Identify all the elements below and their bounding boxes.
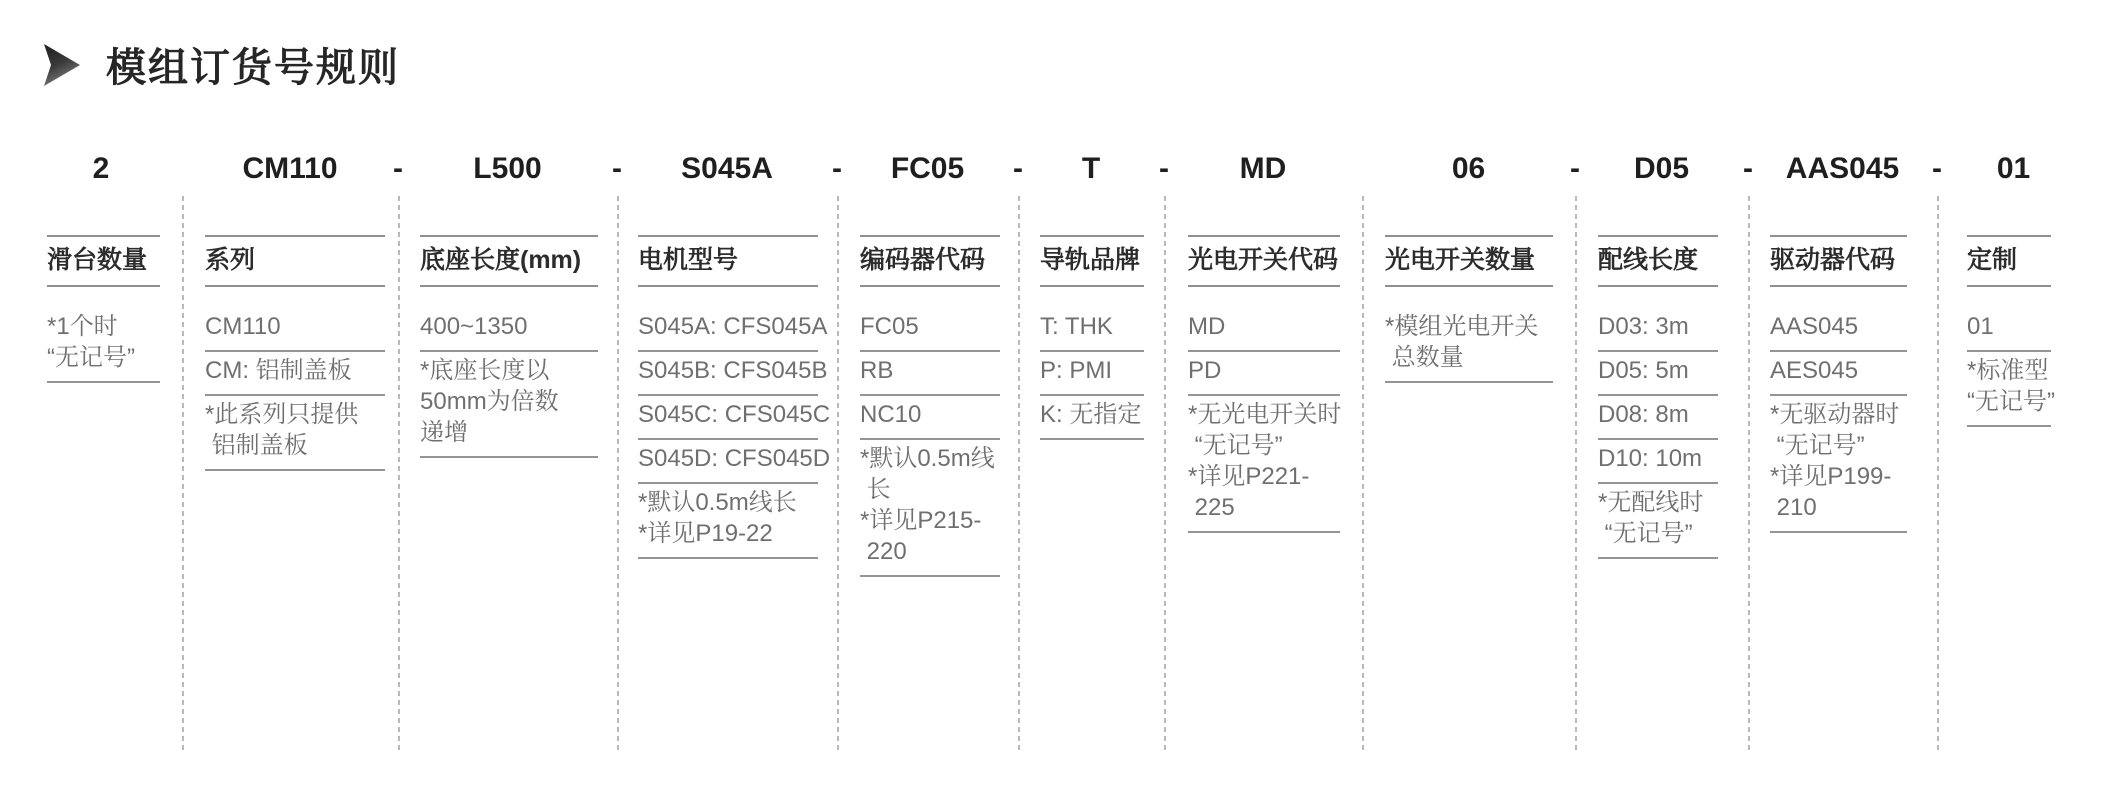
column-items [1188,308,1340,533]
column-item [638,308,828,352]
column-divider [182,196,184,752]
item-text-line: D08: 8m [1598,401,1689,428]
item-text-line: *此系列只提供 [205,401,359,428]
column-header: 定制 [1967,235,2051,287]
item-text-line: *无驱动器时 [1770,401,1900,428]
code-dash-separator: - [393,152,403,185]
code-column [1188,235,1340,533]
column-header: 电机型号 [638,235,818,287]
column-header: 底座长度(mm) [420,235,598,287]
column-divider [1748,196,1750,752]
item-text-line: 210 [1770,494,1817,521]
column-item [47,308,160,383]
column-item [1188,308,1340,352]
item-text-line: *标准型 [1967,357,2049,384]
item-text-line: 总数量 [1385,344,1464,371]
item-text-line: CM110 [205,313,281,340]
column-item [860,440,1000,577]
item-text-line: CM: 铝制盖板 [205,357,352,384]
item-text-line: 220 [860,538,907,565]
column-header: 滑台数量 [47,235,160,287]
column-item [1385,308,1553,383]
column-item [1967,352,2055,427]
code-column [420,235,598,458]
item-text-line: D05: 5m [1598,357,1689,384]
item-text-line: “无记号” [47,344,135,371]
column-item [205,396,385,471]
column-item [1967,308,2051,352]
item-text-line: S045D: CFS045D [638,445,831,472]
column-item [860,396,1000,440]
order-code-segment: T [1081,152,1101,185]
code-column [638,235,831,559]
order-code-segment: MD [1239,152,1287,185]
column-divider [837,196,839,752]
item-text-line: AAS045 [1770,313,1859,340]
item-text-line: T: THK [1040,313,1113,340]
column-items [1598,308,1718,559]
column-header: 光电开关代码 [1188,235,1340,287]
item-text-line: 递增 [420,419,468,446]
column-item [1040,308,1144,352]
code-column [1967,235,2055,427]
column-item [1598,396,1718,440]
order-code-segment: CM110 [242,152,338,185]
code-dash-separator: - [612,152,622,185]
column-header: 配线长度 [1598,235,1718,287]
column-item [860,308,1000,352]
item-text-line: *详见P215- [860,507,982,534]
column-divider [1362,196,1364,752]
item-text-line: S045C: CFS045C [638,401,831,428]
order-code-segment: L500 [473,152,542,185]
item-text-line: PD [1188,357,1222,384]
item-text-line: “无记号” [1967,388,2055,415]
order-code-segment: S045A [681,152,773,185]
code-dash-separator: - [832,152,842,185]
item-text-line: *详见P199- [1770,463,1892,490]
item-text-line: *模组光电开关 [1385,313,1539,340]
column-divider [617,196,619,752]
column-divider [1164,196,1166,752]
column-item [1770,396,1907,533]
column-item [1188,352,1340,396]
item-text-line: 400~1350 [420,313,528,340]
item-text-line: P: PMI [1040,357,1113,384]
order-code-segment: 2 [92,152,110,185]
item-text-line: NC10 [860,401,922,428]
item-text-line: *默认0.5m线 [860,445,995,472]
item-text-line: 长 [860,476,891,503]
column-item [1188,396,1340,533]
code-dash-separator: - [1743,152,1753,185]
order-code-segment: AAS045 [1785,152,1900,185]
order-code-segment: 01 [1996,152,2031,185]
column-items [860,308,1000,577]
order-code-segment: D05 [1633,152,1690,185]
column-item [1598,308,1718,352]
column-header: 驱动器代码 [1770,235,1907,287]
order-code-segment: 06 [1451,152,1486,185]
column-item [1598,440,1718,484]
item-text-line: 225 [1188,494,1235,521]
column-divider [398,196,400,752]
column-header: 光电开关数量 [1385,235,1553,287]
item-text-line: *无光电开关时 [1188,401,1342,428]
code-column [1770,235,1907,533]
item-text-line: 01 [1967,313,1994,340]
column-item [638,396,831,440]
code-column [860,235,1000,577]
column-item [638,484,818,559]
item-text-line: *详见P221- [1188,463,1310,490]
item-text-line: “无记号” [1770,432,1865,459]
column-item [205,352,385,396]
code-column [1040,235,1144,440]
column-header: 编码器代码 [860,235,1000,287]
column-items [1967,308,2055,427]
column-items [1385,308,1553,383]
item-text-line: AES045 [1770,357,1859,384]
code-column [47,235,160,383]
item-text-line: K: 无指定 [1040,401,1142,428]
column-header: 系列 [205,235,385,287]
item-text-line: RB [860,357,894,384]
column-item [638,440,831,484]
column-items [1770,308,1907,533]
item-text-line: FC05 [860,313,919,340]
column-divider [1018,196,1020,752]
column-item [1598,484,1718,559]
item-text-line: *底座长度以 [420,357,550,384]
column-item [1770,352,1907,396]
column-item [1040,396,1144,440]
page-title: 模组订货号规则 [106,46,400,90]
item-text-line: MD [1188,313,1226,340]
code-dash-separator: - [1932,152,1942,185]
code-column [205,235,385,471]
column-item [420,352,598,458]
column-items [420,308,598,458]
item-text-line: S045B: CFS045B [638,357,828,384]
right-arrow-icon [44,44,80,86]
code-column [1598,235,1718,559]
column-item [860,352,1000,396]
item-text-line: *默认0.5m线长 [638,489,797,516]
item-text-line: 铝制盖板 [205,432,308,459]
order-code-segment: FC05 [890,152,965,185]
column-items [638,308,831,559]
column-item [638,352,828,396]
item-text-line: *无配线时 [1598,489,1704,516]
column-header: 导轨品牌 [1040,235,1144,287]
item-text-line: D10: 10m [1598,445,1703,472]
item-text-line: 50mm为倍数 [420,388,559,415]
code-dash-separator: - [1013,152,1023,185]
item-text-line: *1个时 [47,313,118,340]
item-text-line: D03: 3m [1598,313,1689,340]
code-column [1385,235,1553,383]
column-items [1040,308,1144,440]
section-title-row [44,36,400,93]
column-divider [1937,196,1939,752]
code-dash-separator: - [1570,152,1580,185]
item-text-line: “无记号” [1188,432,1283,459]
column-item [1598,352,1718,396]
column-items [47,308,160,383]
column-item [1040,352,1144,396]
column-item [205,308,385,352]
code-dash-separator: - [1159,152,1169,185]
column-item [420,308,598,352]
column-items [205,308,385,471]
item-text-line: S045A: CFS045A [638,313,828,340]
column-item [1770,308,1907,352]
item-text-line: *详见P19-22 [638,520,773,547]
item-text-line: “无记号” [1598,520,1693,547]
column-divider [1575,196,1577,752]
